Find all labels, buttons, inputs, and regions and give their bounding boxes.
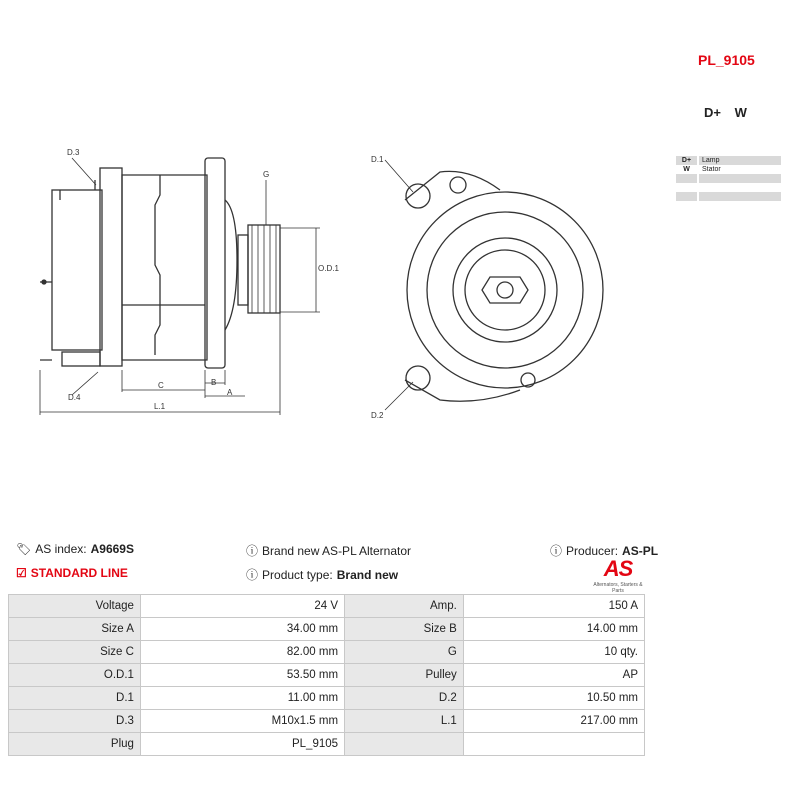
spec-label-cell: G (345, 641, 464, 664)
table-row (9, 733, 645, 756)
spec-value-cell: M10x1.5 mm (140, 710, 344, 733)
fan-hub (453, 238, 557, 342)
product-line (16, 566, 128, 580)
mount-hole-d2 (406, 366, 430, 390)
spec-label-cell: Plug (9, 733, 141, 756)
label-od1: O.D.1 (318, 264, 339, 273)
legend-desc: Stator (698, 165, 781, 174)
spec-value-cell: 150 A (463, 595, 644, 618)
as-index (16, 542, 134, 556)
terminal-list: D+ W (704, 105, 747, 120)
legend-key: W (676, 165, 698, 174)
spec-value-cell: 34.00 mm (140, 618, 344, 641)
tag-icon: 🏷︎ (16, 542, 32, 556)
stator-body (122, 175, 207, 360)
front-flange (205, 158, 225, 368)
logo-mark: AS (603, 556, 633, 581)
product-type-label: Product type: (262, 567, 333, 582)
product-line-text: STANDARD LINE (30, 566, 128, 580)
info-icon: ⓘ (246, 568, 259, 582)
as-logo (588, 556, 648, 594)
description (246, 542, 411, 559)
table-row (9, 710, 645, 733)
table-row (9, 618, 645, 641)
label-d3: D.3 (67, 148, 80, 157)
rear-flange (100, 168, 122, 366)
spec-value-cell (463, 733, 644, 756)
spec-value-cell: 217.00 mm (463, 710, 644, 733)
spec-label-cell: Pulley (345, 664, 464, 687)
spec-label-cell: D.2 (345, 687, 464, 710)
label-d1: D.1 (371, 155, 384, 164)
spec-table (8, 594, 645, 756)
label-d2: D.2 (371, 411, 384, 420)
spec-value-cell: 24 V (140, 595, 344, 618)
spec-label-cell: Voltage (9, 595, 141, 618)
as-index-label: AS index: (35, 542, 87, 556)
label-g: G (263, 170, 270, 179)
checkbox-icon: ☑ (16, 566, 27, 580)
legend-desc: Lamp (698, 156, 781, 165)
spec-label-cell: L.1 (345, 710, 464, 733)
spec-label-cell: Size C (9, 641, 141, 664)
spec-label-cell: Size A (9, 618, 141, 641)
spec-value-cell: 10.50 mm (463, 687, 644, 710)
producer-value: AS-PL (622, 543, 659, 558)
spec-label-cell: Amp. (345, 595, 464, 618)
label-d4: D.4 (68, 393, 81, 402)
spec-value-cell: PL_9105 (140, 733, 344, 756)
spec-value-cell: 14.00 mm (463, 618, 644, 641)
legend-key: D+ (676, 156, 698, 165)
label-b: B (211, 378, 217, 387)
label-c: C (158, 381, 164, 390)
rear-housing (52, 190, 102, 350)
spec-label-cell (345, 733, 464, 756)
spec-label-cell: O.D.1 (9, 664, 141, 687)
label-l1: L.1 (154, 402, 166, 411)
spec-label-cell: Size B (345, 618, 464, 641)
description-text: Brand new AS-PL Alternator (262, 543, 411, 558)
spec-label-cell: D.1 (9, 687, 141, 710)
as-index-value: A9669S (90, 542, 134, 556)
spec-value-cell: AP (463, 664, 644, 687)
table-row (9, 641, 645, 664)
spec-value-cell: 11.00 mm (140, 687, 344, 710)
spec-label-cell: D.3 (9, 710, 141, 733)
front-housing (407, 192, 603, 388)
table-row (9, 664, 645, 687)
info-icon: ⓘ (246, 544, 259, 558)
spec-value-cell: 53.50 mm (140, 664, 344, 687)
label-a: A (227, 388, 233, 397)
info-icon: ⓘ (550, 544, 563, 558)
logo-tagline: Alternators, Starters & Parts (593, 582, 643, 594)
product-type-value: Brand new (336, 567, 399, 582)
producer-label: Producer: (566, 543, 619, 558)
table-row (9, 595, 645, 618)
spec-value-cell: 82.00 mm (140, 641, 344, 664)
product-type (246, 566, 398, 583)
table-row (9, 687, 645, 710)
spec-value-cell: 10 qty. (463, 641, 644, 664)
pulley-nut (482, 277, 528, 303)
product-code: PL_9105 (698, 52, 755, 68)
